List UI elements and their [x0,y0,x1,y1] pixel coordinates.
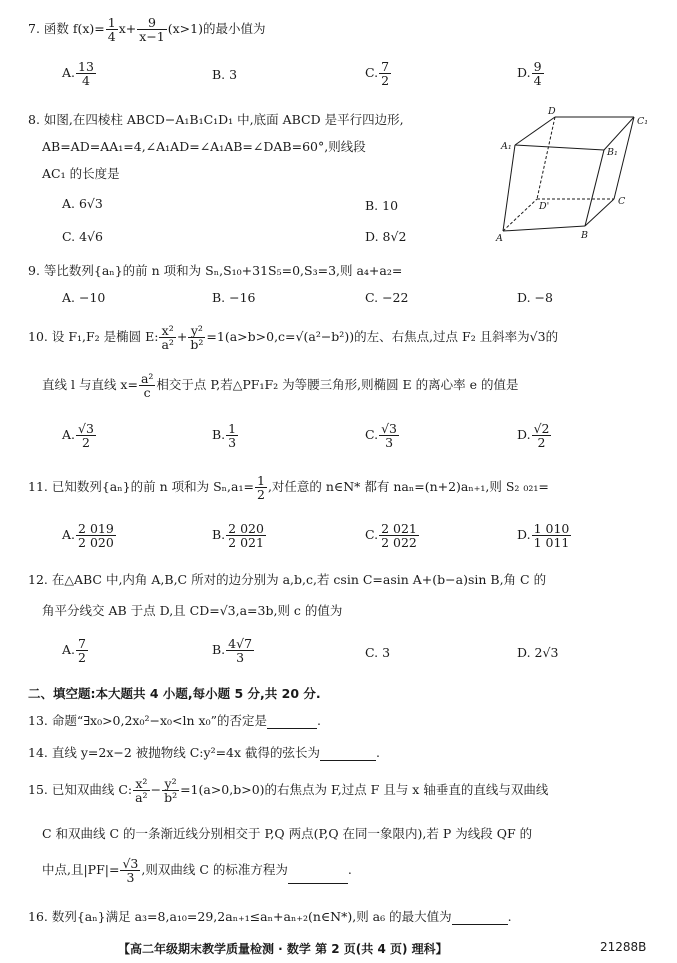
q12-option-b[interactable]: B. $\frac{4√7}{3}$ [212,636,253,666]
q11-option-d[interactable]: D. $\frac{1 010}{1 011}$ [517,521,570,551]
edge-b1-b [585,150,604,226]
q8-line-1: 8. 如图,在四棱柱 ABCD−A₁B₁C₁D₁ 中,底面 ABCD 是平行四边形, [28,112,404,127]
q15-line-1: 15. 已知双曲线 C: $\frac{\text{x²}}{\text{a²}}$ − $\frac{\text{y²}}{\text{b²}}$ =1(a>0,b>0)的右焦点为 F,过点 F 且与 x 轴垂直的直线与双曲线 [28,776,549,806]
q15-line-2: C 和双曲线 C 的一条渐近线分别相交于 P,Q 两点(P,Q 在同一象限内),若 P 为线段 QF 的 [42,826,533,841]
label-b1: B₁ [607,147,618,158]
q9-stem: 9. 等比数列{aₙ}的前 n 项和为 Sₙ,S₁₀+31S₅=0,S₃=3,则 a₄+a₂= [28,263,403,278]
q13-answer-blank[interactable] [267,716,317,729]
label-d: D [548,106,556,117]
q7-option-a[interactable]: A. $\frac{13}{4}$ [62,59,94,89]
label-c: C [618,196,626,207]
q7-option-b[interactable]: B. 3 [212,67,238,82]
q12-line-1: 12. 在△ABC 中,内角 A,B,C 所对的边分别为 a,b,c,若 csin C=asin A+(b−a)sin B,角 C 的 [28,572,547,587]
q8-option-b[interactable]: B. 10 [365,198,399,213]
label-dp: D' [539,201,550,212]
q10-line-1: 10. 设 F₁,F₂ 是椭圆 E: $\frac{\text{x²}}{\text{a²}}$ + $\frac{\text{y²}}{\text{b²}}$ =1(a>b>0,c=√(a²−b²))的左、右焦点,过点 F₂ 且斜率为√3的 [28,323,559,353]
q12-option-d[interactable]: D. 2√3 [517,645,559,660]
q10-line-2: 直线 l 与直线 x= $\frac{\text{a²}}{c}$ 相交于点 P,若△PF₁F₂ 为等腰三角形,则椭圆 E 的离心率 e 的值是 [42,371,519,401]
q12-line-2: 角平分线交 AB 于点 D,且 CD=√3,a=3b,则 c 的值为 [42,603,343,618]
q10-option-c[interactable]: C. $\frac{√3}{3}$ [365,421,398,451]
edge-d-dp-hidden [537,117,555,199]
q11-option-a[interactable]: A. $\frac{2 019}{2 020}$ [62,521,114,551]
q8-line-3: AC₁ 的长度是 [42,166,120,181]
q13-stem: 13. 命题“∃x₀>0,2x₀²−x₀<ln x₀”的否定是 . [28,713,321,728]
q12-option-a[interactable]: A. $\frac{7}{2}$ [62,636,86,666]
paper-code: 21288B [600,940,647,954]
q11-option-c[interactable]: C. $\frac{2 021}{2 022}$ [365,521,417,551]
q11-option-b[interactable]: B. $\frac{2 020}{2 021}$ [212,521,264,551]
q10-option-d[interactable]: D. $\frac{√2}{2}$ [517,421,550,451]
edge-a-dp-hidden [503,199,537,231]
q9-option-b[interactable]: B. −16 [212,290,256,305]
q12-option-c[interactable]: C. 3 [365,645,391,660]
q8-option-c[interactable]: C. 4√6 [62,229,103,244]
q7-option-c[interactable]: C. $\frac{7}{2}$ [365,59,390,89]
edge-a1-a [503,145,515,231]
q9-option-d[interactable]: D. −8 [517,290,553,305]
q14-stem: 14. 直线 y=2x−2 被抛物线 C:y²=4x 截得的弦长为 . [28,745,381,760]
q16-answer-blank[interactable] [452,912,508,925]
edge-a-b [503,226,585,231]
section-2-heading: 二、填空题:本大题共 4 小题,每小题 5 分,共 20 分. [28,686,321,701]
edge-c1-c [614,117,634,199]
q15-line-3: 中点,且|PF|= $\frac{√3}{3}$ ,则双曲线 C 的标准方程为 . [42,856,352,886]
q9-option-a[interactable]: A. −10 [62,290,106,305]
q8-option-d[interactable]: D. 8√2 [365,229,407,244]
edge-d-a1 [515,117,555,145]
label-b: B [581,230,588,241]
q16-stem: 16. 数列{aₙ}满足 a₃=8,a₁₀=29,2aₙ₊₁≤aₙ+aₙ₊₂(n∈N*),则 a₆ 的最大值为 . [28,909,512,924]
page-footer: 【高二年级期末教学质量检测 · 数学 第 2 页(共 4 页) 理科】 [118,942,448,956]
label-c1: C₁ [637,116,649,127]
q7-frac-1: $\frac{1}{4}$ [107,15,116,45]
q10-option-b[interactable]: B. $\frac{1}{3}$ [212,421,237,451]
parallelepiped-figure [493,104,658,244]
label-a1: A₁ [501,141,512,152]
q7-option-d[interactable]: D. $\frac{9}{4}$ [517,59,542,89]
q14-answer-blank[interactable] [320,748,376,761]
q8-option-a[interactable]: A. 6√3 [62,196,103,211]
q11-stem: 11. 已知数列{aₙ}的前 n 项和为 Sₙ,a₁= $\frac{1}{2}$ ,对任意的 n∈N* 都有 naₙ=(n+2)aₙ₊₁,则 S₂ ₀₂₁= [28,473,549,503]
edge-a1-b1 [515,145,604,150]
q8-line-2: AB=AD=AA₁=4,∠A₁AD=∠A₁AB=∠DAB=60°,则线段 [42,139,366,154]
q7-frac-2: $\frac{9}{x-1}$ [139,15,165,45]
q15-answer-blank[interactable] [288,871,348,884]
q9-option-c[interactable]: C. −22 [365,290,409,305]
edge-b-c [585,199,614,226]
label-a: A [496,233,503,244]
q7-stem: 7. 函数 f(x)= $\frac{1}{4}$ x+ $\frac{9}{x-1}$ (x>1)的最小值为 [28,15,266,45]
q10-option-a[interactable]: A. $\frac{√3}{2}$ [62,421,94,451]
